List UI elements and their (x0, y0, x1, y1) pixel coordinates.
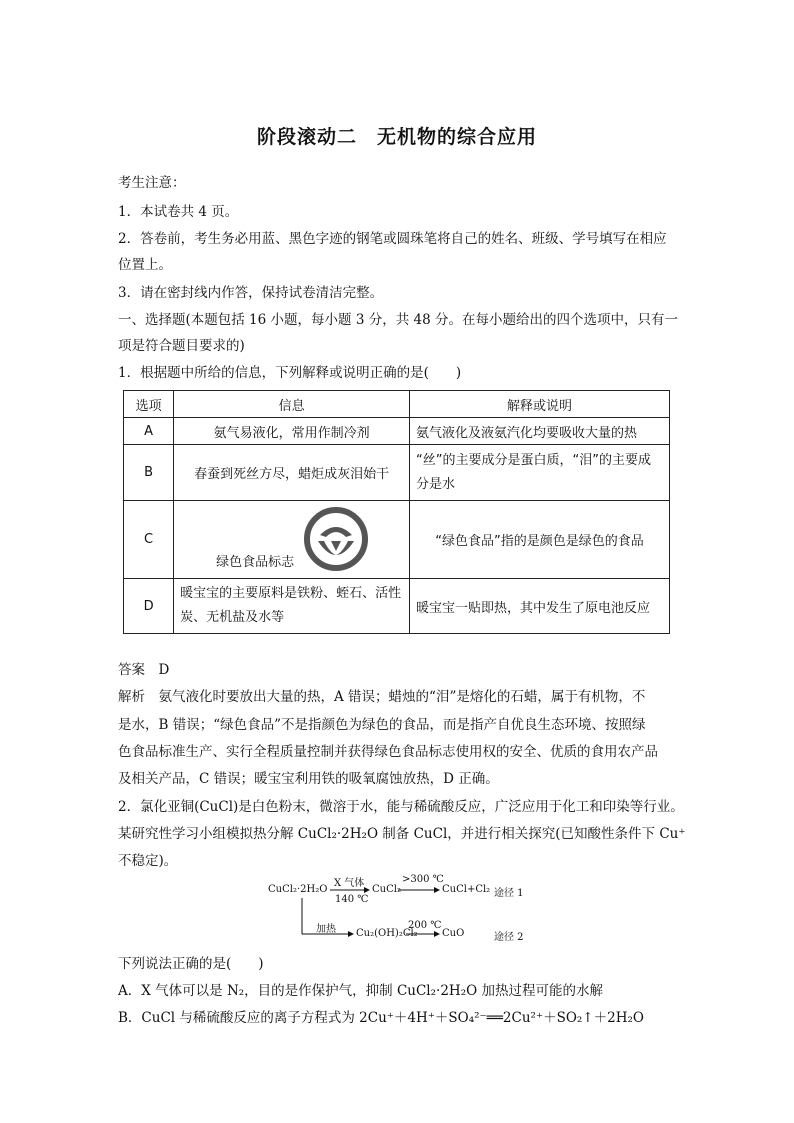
row-explain: 暖宝宝一贴即热，其中发生了原电池反应 (410, 579, 670, 634)
notice-item-2: 2．答卷前，考生务必用蓝、黑色字迹的钢笔或圆珠笔将自己的姓名、班级、学号填写在相应 (118, 231, 667, 247)
notice-item-3: 3．请在密封线内作答，保持试卷清洁完整。 (118, 285, 384, 301)
header-explain: 解释或说明 (410, 391, 670, 418)
green-food-logo-icon (304, 507, 368, 571)
notice-heading: 考生注意： (118, 175, 186, 191)
intermediate-label: CuCl₂ (372, 884, 401, 895)
question-2-stem-1: 2．氯化亚铜(CuCl)是白色粉末，微溶于水，能与稀硫酸反应，广泛应用于化工和印染等行业。 (118, 799, 684, 815)
section-heading-line1: 一、选择题(本题包括 16 小题，每小题 3 分，共 48 分。在每小题给出的四个选项中，只有一 (118, 312, 678, 328)
analysis-line-1: 解析 氨气液化时要放出大量的热，A 错误；蜡烛的“泪”是熔化的石蜡，属于有机物，不 (118, 689, 646, 705)
table-row (124, 445, 670, 501)
row-option: B (124, 445, 174, 501)
table-row (124, 579, 670, 634)
row-explain: “绿色食品”指的是颜色是绿色的食品 (410, 501, 670, 579)
row-info: 春蚕到死丝方尽，蜡炬成灰泪始干 (174, 445, 410, 501)
table-header-row (124, 391, 670, 418)
row-info: 氨气易液化，常用作制冷剂 (174, 418, 410, 445)
option-a: A．X 气体可以是 N₂，目的是作保护气，抑制 CuCl₂·2H₂O 加热过程可能的水解 (118, 983, 603, 999)
arrow1-condition-bottom: 140 ℃ (335, 894, 369, 905)
route2-label: 途径 2 (494, 932, 524, 943)
route1-label: 途径 1 (494, 888, 524, 899)
row-option: D (124, 579, 174, 634)
header-option: 选项 (124, 391, 174, 418)
green-food-label: 绿色食品标志 (216, 554, 295, 570)
row-info-cell (174, 501, 410, 579)
product1-label: CuCl+Cl₂ (442, 884, 491, 895)
analysis-line-4: 及相关产品，C 错误；暖宝宝利用铁的吸氧腐蚀放热，D 正确。 (118, 771, 499, 787)
analysis-line-2: 是水，B 错误；“绿色食品”不是指颜色为绿色的食品，而是指产自优良生态环境、按照绿 (118, 717, 646, 733)
row-info: 暖宝宝的主要原料是铁粉、蛭石、活性炭、无机盐及水等 (174, 579, 410, 634)
arrow4-condition-top: 200 ℃ (408, 920, 442, 931)
options-table (123, 390, 670, 634)
notice-item-1: 1．本试卷共 4 页。 (118, 204, 239, 220)
notice-item-2-cont: 位置上。 (118, 257, 172, 273)
answer-line: 答案 D (118, 662, 170, 678)
question-2-stem-2: 某研究性学习小组模拟热分解 CuCl₂·2H₂O 制备 CuCl，并进行相关探究(已知酸性条件下 Cu⁺ (118, 826, 686, 842)
row-option: C (124, 501, 174, 579)
reactant-label: CuCl₂·2H₂O (268, 884, 328, 895)
option-b: B．CuCl 与稀硫酸反应的离子方程式为 2Cu⁺＋4H⁺＋SO₄²⁻══2Cu²⁺＋SO₂↑＋2H₂O (118, 1010, 644, 1026)
table-row (124, 501, 670, 579)
intermediate2-label: Cu₂(OH)₂Cl₂ (356, 928, 418, 939)
arrow3-condition-top: 加热 (316, 924, 336, 935)
header-info: 信息 (174, 391, 410, 418)
section-heading-line2: 项是符合题目要求的) (118, 338, 245, 354)
row-explain: 氨气液化及液氨汽化均要吸收大量的热 (410, 418, 670, 445)
page-title: 阶段滚动二 无机物的综合应用 (256, 126, 537, 148)
question-1-stem: 1．根据题中所给的信息，下列解释或说明正确的是( ) (118, 365, 462, 381)
question-2-ask: 下列说法正确的是( ) (118, 956, 264, 972)
arrow2-condition-top: >300 ℃ (402, 874, 444, 885)
arrow1-condition-top: X 气体 (334, 878, 365, 889)
reaction-pathway-diagram (268, 876, 568, 946)
analysis-line-3: 色食品标准生产、实行全程质量控制并获得绿色食品标志使用权的安全、优质的食用农产品 (118, 744, 658, 760)
row-explain: “丝”的主要成分是蛋白质，“泪”的主要成分是水 (410, 445, 670, 501)
product2-label: CuO (442, 928, 465, 939)
row-option: A (124, 418, 174, 445)
question-2-stem-3: 不稳定)。 (118, 853, 178, 869)
table-row (124, 418, 670, 445)
